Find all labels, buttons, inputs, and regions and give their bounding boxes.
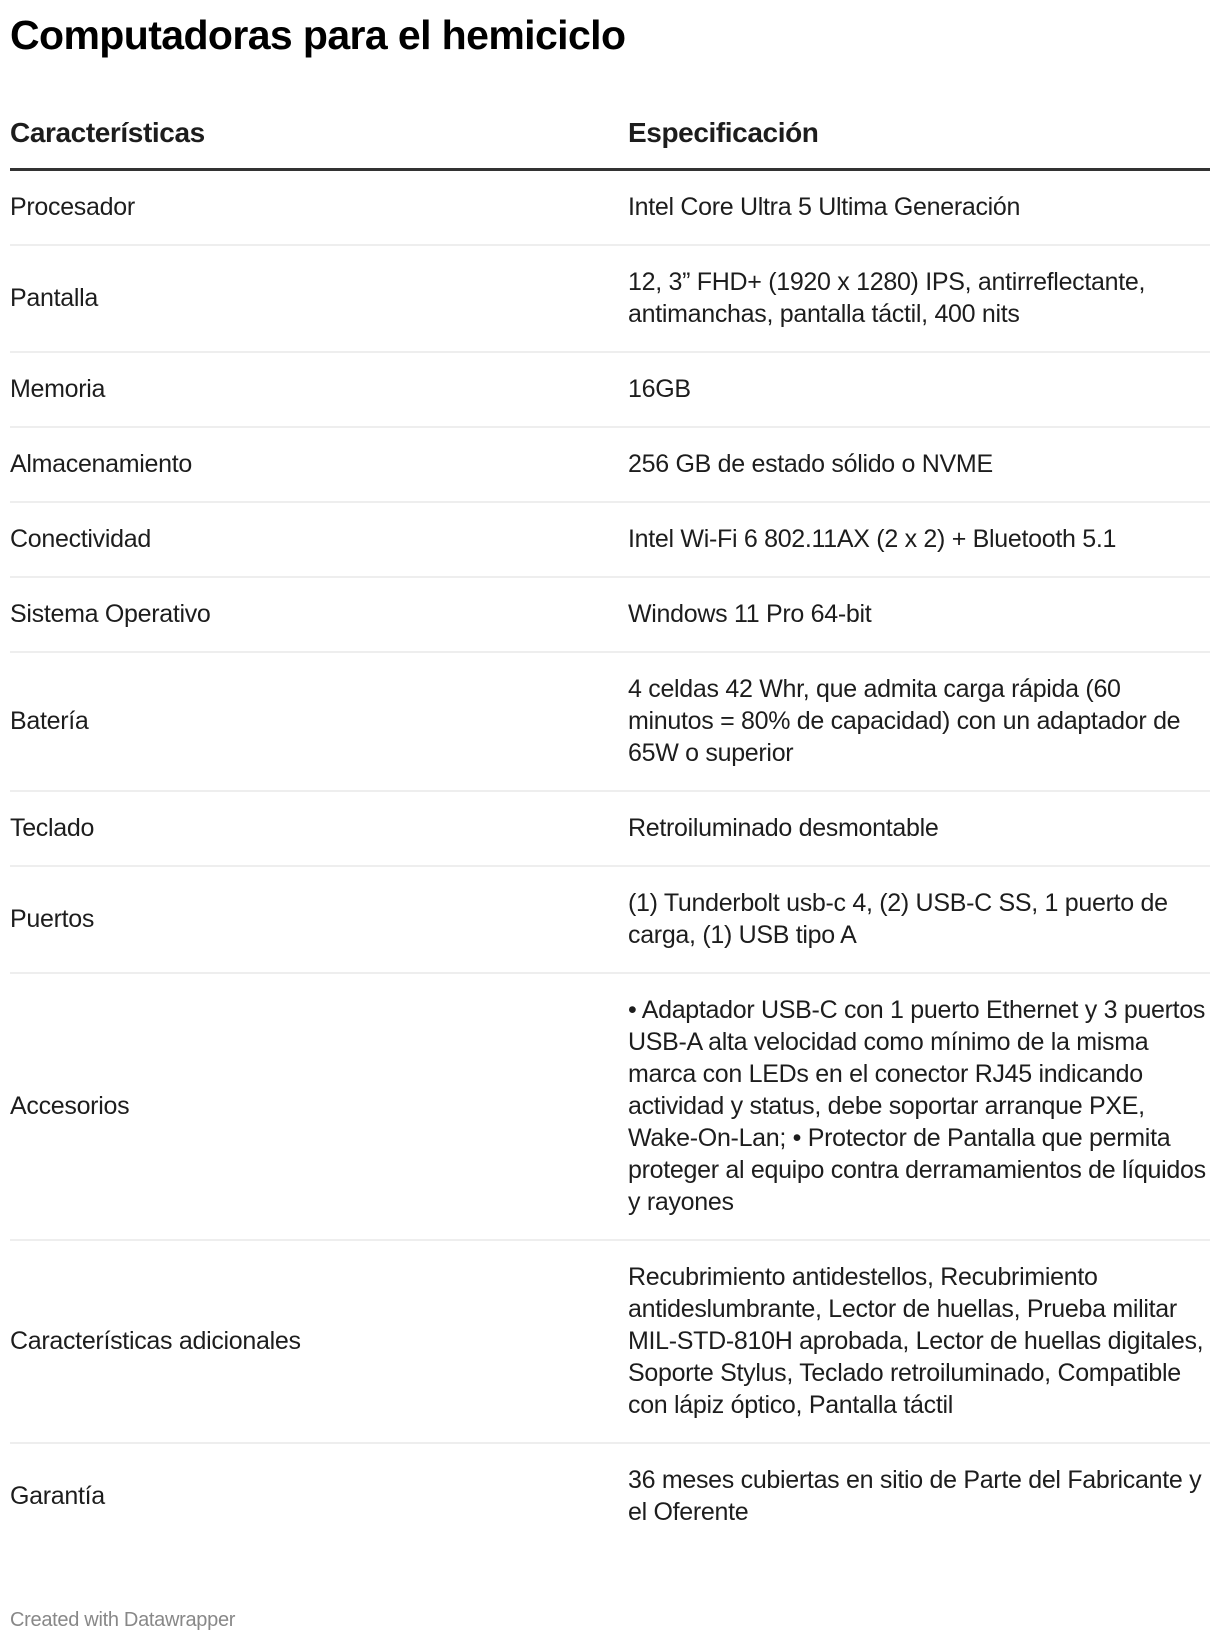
specs-table (10, 117, 1210, 1549)
table-row (10, 791, 1210, 866)
feature-cell: Procesador (10, 170, 628, 246)
table-header (10, 117, 1210, 170)
spec-cell: 256 GB de estado sólido o NVME (628, 427, 1210, 502)
spec-cell: 12, 3” FHD+ (1920 x 1280) IPS, antirreflectante, antimanchas, pantalla táctil, 400 nits (628, 245, 1210, 352)
table-row (10, 170, 1210, 246)
table-row (10, 427, 1210, 502)
spec-cell: 36 meses cubiertas en sitio de Parte del Fabricante y el Oferente (628, 1466, 1202, 1526)
feature-cell: Garantía (10, 1482, 105, 1510)
feature-cell: Puertos (10, 866, 628, 973)
table-body (10, 170, 1210, 1550)
datawrapper-table-container (10, 0, 1210, 1549)
table-row (10, 352, 1210, 427)
table-row (10, 866, 1210, 973)
feature-cell: Batería (10, 652, 628, 791)
spec-cell: Intel Wi-Fi 6 802.11AX (2 x 2) + Bluetooth 5.1 (628, 502, 1210, 577)
spec-cell: 16GB (628, 352, 1210, 427)
spec-cell: Retroiluminado desmontable (628, 791, 1210, 866)
feature-cell: Accesorios (10, 973, 628, 1240)
spec-cell: 4 celdas 42 Whr, que admita carga rápida (60 minutos = 80% de capacidad) con un adaptador de 65W o superior (628, 652, 1210, 791)
spec-cell: (1) Tunderbolt usb-c 4, (2) USB-C SS, 1 puerto de carga, (1) USB tipo A (628, 866, 1210, 973)
feature-cell: Almacenamiento (10, 427, 628, 502)
table-row (10, 1443, 1210, 1549)
table-row (10, 245, 1210, 352)
column-header-features[interactable]: Características (10, 117, 628, 170)
spec-cell: Windows 11 Pro 64-bit (628, 577, 1210, 652)
feature-cell: Pantalla (10, 245, 628, 352)
page-title: Computadoras para el hemiciclo (10, 12, 626, 58)
table-row (10, 502, 1210, 577)
spec-cell: Intel Core Ultra 5 Ultima Generación (628, 170, 1210, 246)
table-row (10, 652, 1210, 791)
header-row (10, 117, 1210, 170)
table-row (10, 577, 1210, 652)
feature-cell: Memoria (10, 352, 628, 427)
spec-cell: Recubrimiento antidestellos, Recubrimiento antideslumbrante, Lector de huellas, Prueba militar MIL-STD-810H aprobada, Lector de huellas digitales, Soporte Stylus, Teclado retroiluminado, Compatible con lápiz óptico, Pantalla táctil (628, 1240, 1210, 1443)
feature-cell: Sistema Operativo (10, 577, 628, 652)
datawrapper-credit[interactable]: Created with Datawrapper (10, 1609, 236, 1631)
spec-cell: • Adaptador USB-C con 1 puerto Ethernet y 3 puertos USB-A alta velocidad como mínimo de la misma marca con LEDs en el conector RJ45 indicando actividad y status, debe soportar arranque PXE, Wake-On-Lan; • Protector de Pantalla que permita proteger al equipo contra derramamientos de líquidos y rayones (628, 973, 1210, 1240)
table-row (10, 973, 1210, 1240)
feature-cell: Conectividad (10, 502, 628, 577)
column-header-specification[interactable]: Especificación (628, 117, 1210, 170)
feature-cell: Teclado (10, 791, 628, 866)
table-row (10, 1240, 1210, 1443)
feature-cell: Características adicionales (10, 1240, 628, 1443)
